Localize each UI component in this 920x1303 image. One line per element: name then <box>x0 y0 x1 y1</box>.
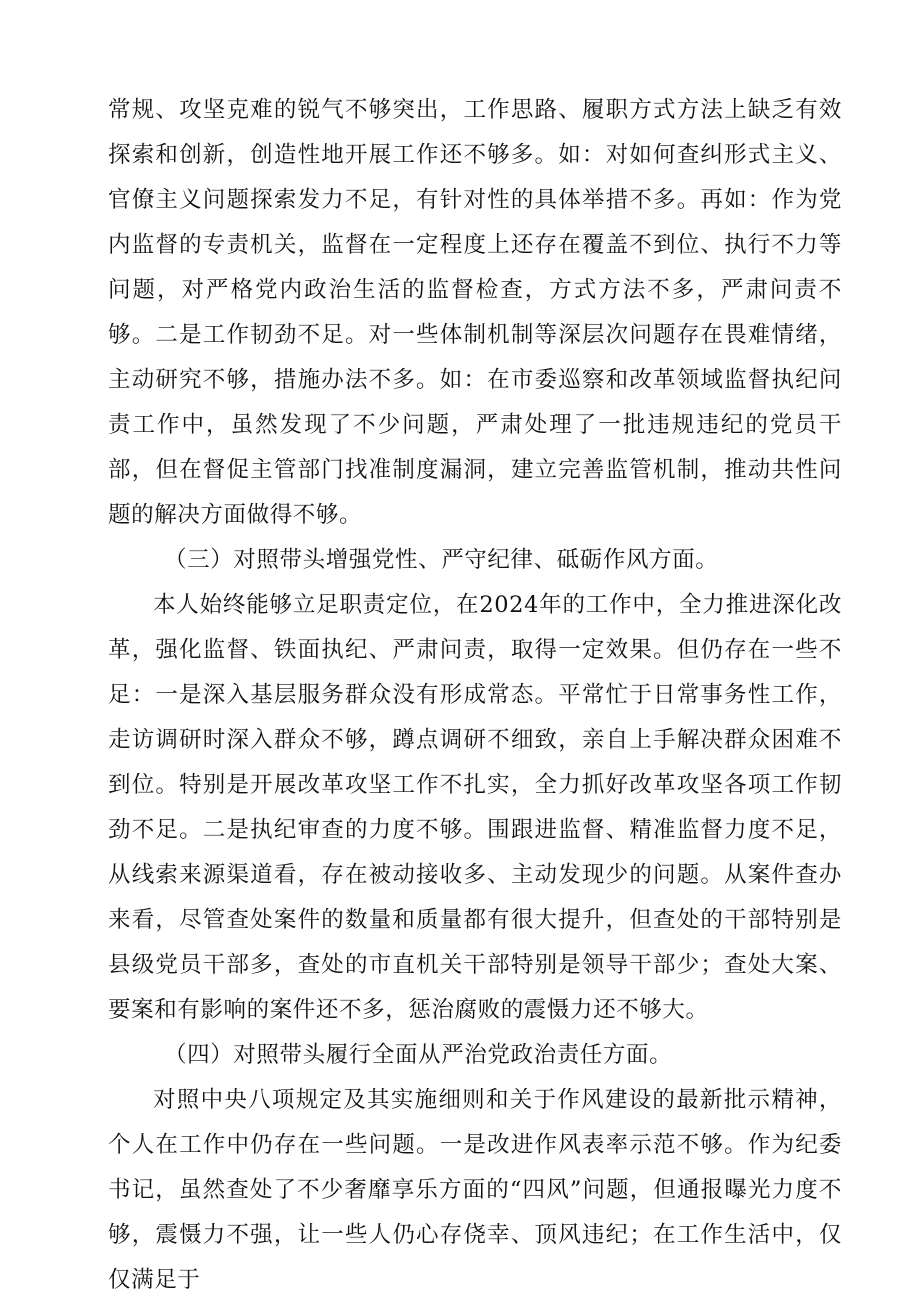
paragraph-continuation: 常规、攻坚克难的锐气不够突出，工作思路、履职方式方法上缺乏有效探索和创新，创造性地开展工作还不够多。如：对如何查纠形式主义、官僚主义问题探索发力不足，有针对性的具体举措不多。再如：作为党内监督的专责机关，监督在一定程度上还存在覆盖不到位、执行不力等问题，对严格党内政治生活的监督检查，方式方法不多，严肃问责不够。二是工作韧劲不足。对一些体制机制等深层次问题存在畏难情绪，主动研究不够，措施办法不多。如：在市委巡察和改革领域监督执纪问责工作中，虽然发现了不少问题，严肃处理了一批违规违纪的党员干部，但在督促主管部门找准制度漏洞，建立完善监管机制，推动共性问题的解决方面做得不够。 <box>108 97 842 528</box>
paragraph-section-4-body: 对照中央八项规定及其实施细则和关于作风建设的最新批示精神，个人在工作中仍存在一些问题。一是改进作风表率示范不够。作为纪委书记，虽然查处了不少奢靡享乐方面的“四风”问题，但通报曝光力度不够，震慑力不强，让一些人仍心存侥幸、顶风违纪；在工作生活中，仅仅满足于 <box>108 1087 842 1293</box>
section-heading-4: （四）对照带头履行全面从严治党政治责任方面。 <box>164 1042 673 1068</box>
paragraph-section-3-body: 本人始终能够立足职责定位，在2024年的工作中，全力推进深化改革，强化监督、铁面执纪、严肃问责，取得一定效果。但仍存在一些不足：一是深入基层服务群众没有形成常态。平常忙于日常事务性工作，走访调研时深入群众不够，蹲点调研不细致，亲自上手解决群众困难不到位。特别是开展改革攻坚工作不扎实，全力抓好改革攻坚各项工作韧劲不足。二是执纪审查的力度不够。围跟进监督、精准监督力度不足，从线索来源渠道看，存在被动接收多、主动发现少的问题。从案件查办来看，尽管查处案件的数量和质量都有很大提升，但查处的干部特别是县级党员干部多，查处的市直机关干部特别是领导干部少；查处大案、要案和有影响的案件还不多，惩治腐败的震慑力还不够大。 <box>108 592 842 1023</box>
document-page <box>108 88 842 1303</box>
section-heading-3: （三）对照带头增强党性、严守纪律、砥砺作风方面。 <box>164 547 719 573</box>
